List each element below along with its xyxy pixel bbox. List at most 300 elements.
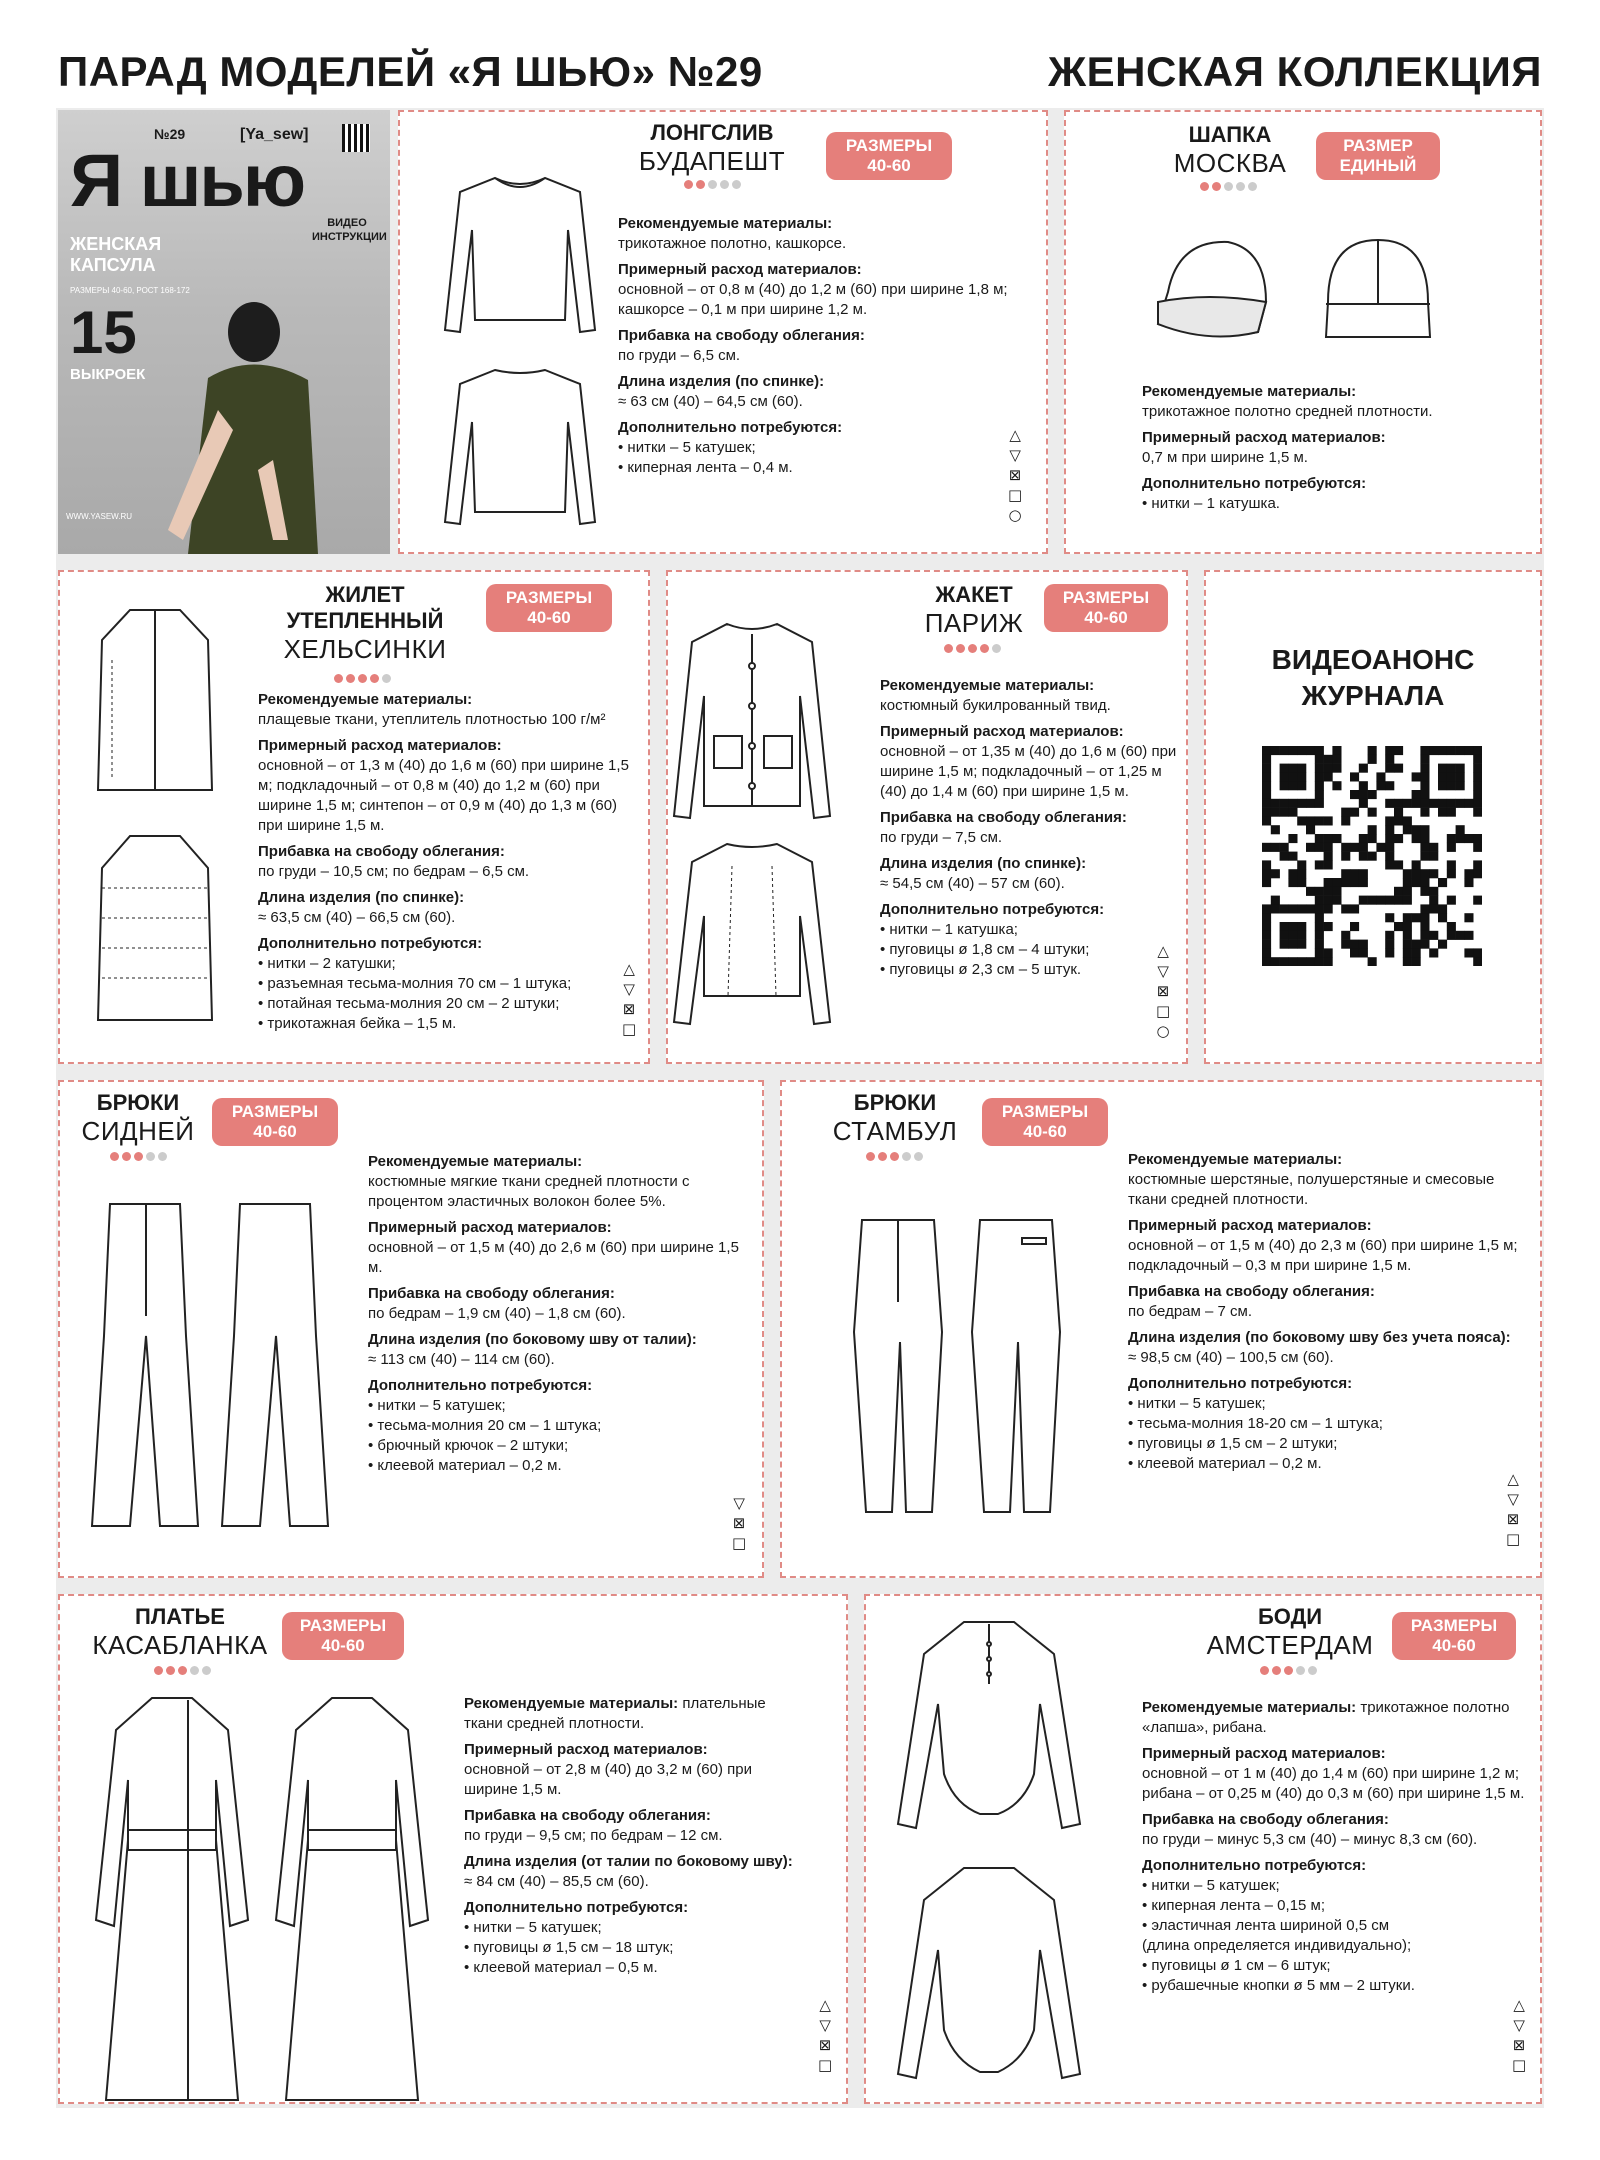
qr-module xyxy=(1350,808,1359,817)
qr-module xyxy=(1350,869,1359,878)
qr-module xyxy=(1315,755,1324,764)
qr-module xyxy=(1288,764,1297,773)
qr-module xyxy=(1315,781,1324,790)
qr-module xyxy=(1403,931,1412,940)
qr-module xyxy=(1315,948,1324,957)
qr-module xyxy=(1464,878,1473,887)
jacket-size-badge: РАЗМЕРЫ 40-60 xyxy=(1044,584,1168,632)
qr-module xyxy=(1324,816,1333,825)
qr-module xyxy=(1288,878,1297,887)
qr-module xyxy=(1385,781,1394,790)
qr-module xyxy=(1341,931,1350,940)
qr-module xyxy=(1332,878,1341,887)
qr-module xyxy=(1324,772,1333,781)
qr-module xyxy=(1262,931,1271,940)
qr-code-icon[interactable] xyxy=(1262,746,1482,966)
vest-care-icons: △ ▽ ⊠ □ xyxy=(622,960,637,1038)
qr-module xyxy=(1403,913,1412,922)
qr-module xyxy=(1288,799,1297,808)
qr-module xyxy=(1324,860,1333,869)
qr-module xyxy=(1288,904,1297,913)
qr-module xyxy=(1315,799,1324,808)
qr-module xyxy=(1420,869,1429,878)
qr-module xyxy=(1324,764,1333,773)
qr-module xyxy=(1315,764,1324,773)
qr-module xyxy=(1473,948,1482,957)
difficulty-dot xyxy=(134,1152,143,1161)
qr-module xyxy=(1350,843,1359,852)
trousers-istanbul-difficulty xyxy=(866,1152,923,1161)
qr-module xyxy=(1456,825,1465,834)
vest-front-sketch xyxy=(90,600,220,810)
qr-module xyxy=(1473,843,1482,852)
qr-module xyxy=(1420,808,1429,817)
qr-module xyxy=(1464,869,1473,878)
qr-module xyxy=(1280,772,1289,781)
qr-module xyxy=(1306,816,1315,825)
difficulty-dot xyxy=(1296,1666,1305,1675)
difficulty-dot xyxy=(1248,182,1257,191)
qr-module xyxy=(1262,957,1271,966)
qr-module xyxy=(1403,878,1412,887)
difficulty-dot xyxy=(1260,1666,1269,1675)
qr-module xyxy=(1288,957,1297,966)
qr-module xyxy=(1473,834,1482,843)
cover-model-figure xyxy=(58,110,390,554)
qr-module xyxy=(1368,825,1377,834)
qr-module xyxy=(1420,781,1429,790)
qr-module xyxy=(1385,852,1394,861)
difficulty-dot xyxy=(732,180,741,189)
trousers-sydney-care-icons: ▽ ⊠ □ xyxy=(732,1494,747,1552)
qr-module xyxy=(1324,896,1333,905)
qr-module xyxy=(1350,904,1359,913)
magazine-cover xyxy=(58,110,390,554)
qr-module xyxy=(1447,860,1456,869)
qr-module xyxy=(1262,922,1271,931)
qr-module xyxy=(1324,887,1333,896)
difficulty-dot xyxy=(1272,1666,1281,1675)
qr-module xyxy=(1368,746,1377,755)
qr-module xyxy=(1464,834,1473,843)
jacket-back-sketch xyxy=(672,836,832,1046)
qr-module xyxy=(1438,764,1447,773)
qr-module xyxy=(1473,755,1482,764)
qr-module xyxy=(1394,808,1403,817)
qr-module xyxy=(1280,922,1289,931)
qr-module xyxy=(1359,764,1368,773)
qr-module xyxy=(1420,843,1429,852)
qr-module xyxy=(1464,913,1473,922)
qr-module xyxy=(1332,755,1341,764)
care-triangle-down-icon: ▽ xyxy=(1009,446,1021,464)
bodysuit-difficulty xyxy=(1260,1666,1317,1675)
difficulty-dot xyxy=(720,180,729,189)
qr-module xyxy=(1288,808,1297,817)
qr-module xyxy=(1341,816,1350,825)
qr-module xyxy=(1271,896,1280,905)
qr-module xyxy=(1403,869,1412,878)
qr-module xyxy=(1280,931,1289,940)
qr-module xyxy=(1262,808,1271,817)
jacket-front-sketch xyxy=(672,616,832,826)
qr-module xyxy=(1403,799,1412,808)
qr-module xyxy=(1297,869,1306,878)
qr-module xyxy=(1438,799,1447,808)
difficulty-dot xyxy=(914,1152,923,1161)
qr-module xyxy=(1412,825,1421,834)
qr-module xyxy=(1456,931,1465,940)
qr-module xyxy=(1412,869,1421,878)
qr-module xyxy=(1447,834,1456,843)
qr-module xyxy=(1359,799,1368,808)
collection-title: ЖЕНСКАЯ КОЛЛЕКЦИЯ xyxy=(1048,48,1542,95)
hat-difficulty xyxy=(1200,182,1257,191)
trousers-istanbul-size-badge: РАЗМЕРЫ 40-60 xyxy=(982,1098,1108,1146)
qr-module xyxy=(1297,764,1306,773)
qr-module xyxy=(1473,799,1482,808)
cover-sizes-note: РАЗМЕРЫ 40-60, РОСТ 168-172 xyxy=(70,286,190,295)
qr-module xyxy=(1350,790,1359,799)
qr-module xyxy=(1324,878,1333,887)
qr-module xyxy=(1359,852,1368,861)
qr-module xyxy=(1412,878,1421,887)
qr-module xyxy=(1359,843,1368,852)
qr-module xyxy=(1429,852,1438,861)
qr-module xyxy=(1359,869,1368,878)
video-promo-title: ВИДЕОАНОНС ЖУРНАЛА xyxy=(1271,644,1475,711)
cover-issue: №29 xyxy=(154,126,186,142)
qr-module xyxy=(1438,904,1447,913)
qr-module xyxy=(1306,825,1315,834)
trousers-sydney-front-sketch xyxy=(90,1196,200,1536)
longsleeve-difficulty xyxy=(684,180,741,189)
qr-module xyxy=(1315,957,1324,966)
qr-module xyxy=(1297,799,1306,808)
qr-module xyxy=(1403,940,1412,949)
difficulty-dot xyxy=(944,644,953,653)
qr-module xyxy=(1447,772,1456,781)
care-cross-box-icon: ⊠ xyxy=(1008,466,1022,484)
qr-module xyxy=(1332,887,1341,896)
qr-module xyxy=(1447,746,1456,755)
trousers-istanbul-front-sketch xyxy=(848,1212,948,1522)
qr-module xyxy=(1385,913,1394,922)
qr-module xyxy=(1297,904,1306,913)
difficulty-dot xyxy=(1236,182,1245,191)
qr-module xyxy=(1306,957,1315,966)
difficulty-dot xyxy=(902,1152,911,1161)
qr-module xyxy=(1297,931,1306,940)
difficulty-dot xyxy=(1308,1666,1317,1675)
qr-module xyxy=(1271,825,1280,834)
qr-module xyxy=(1306,887,1315,896)
qr-module xyxy=(1473,860,1482,869)
trousers-sydney-size-badge: РАЗМЕРЫ 40-60 xyxy=(212,1098,338,1146)
qr-module xyxy=(1473,790,1482,799)
jacket-difficulty xyxy=(944,644,1001,653)
hat-left-sketch xyxy=(1148,232,1278,352)
qr-module xyxy=(1420,940,1429,949)
qr-module xyxy=(1350,948,1359,957)
qr-module xyxy=(1412,772,1421,781)
qr-module xyxy=(1324,852,1333,861)
longsleeve-front-sketch xyxy=(440,170,600,340)
qr-module xyxy=(1306,904,1315,913)
qr-module xyxy=(1420,852,1429,861)
qr-module xyxy=(1280,852,1289,861)
longsleeve-title: ЛОНГСЛИВ БУДАПЕШТ xyxy=(638,120,786,176)
qr-module xyxy=(1420,887,1429,896)
care-triangle-icon: △ xyxy=(1009,426,1021,444)
qr-module xyxy=(1420,790,1429,799)
qr-module xyxy=(1262,816,1271,825)
qr-module xyxy=(1385,948,1394,957)
care-circle-icon: ○ xyxy=(1008,506,1022,524)
qr-module xyxy=(1394,896,1403,905)
qr-module xyxy=(1315,904,1324,913)
bodysuit-care-icons: △ ▽ ⊠ □ xyxy=(1512,1996,1527,2074)
qr-module xyxy=(1324,834,1333,843)
qr-module xyxy=(1420,755,1429,764)
qr-module xyxy=(1324,948,1333,957)
difficulty-dot xyxy=(110,1152,119,1161)
longsleeve-care-icons xyxy=(1008,426,1022,524)
qr-module xyxy=(1271,957,1280,966)
dress-description: Рекомендуемые материалы: плательные ткани средней плотности. Примерный расход материалов: основной – от 2,8 м (40) до 3,2 м (60) при ширине 1,5 м. Прибавка на свободу облегания: по груди – 9,5 см; по бедрам – 12 см. Длина изделия (от талии по боковому шву): ≈ 84 см (40) – 85,5 см (60). Дополнительно потребуются: • нитки – 5 катушек; • пуговицы ø 1,5 см – 18 штук; • клеевой материал – 0,5 м. xyxy=(464,1695,793,1976)
dress-front-sketch xyxy=(92,1690,252,2110)
qr-module xyxy=(1412,948,1421,957)
qr-module xyxy=(1324,904,1333,913)
qr-module xyxy=(1280,957,1289,966)
qr-module xyxy=(1385,834,1394,843)
qr-module xyxy=(1280,904,1289,913)
difficulty-dot xyxy=(696,180,705,189)
qr-module xyxy=(1280,799,1289,808)
difficulty-dot xyxy=(370,674,379,683)
qr-module xyxy=(1429,896,1438,905)
qr-module xyxy=(1394,746,1403,755)
qr-module xyxy=(1315,931,1324,940)
qr-module xyxy=(1429,931,1438,940)
difficulty-dot xyxy=(358,674,367,683)
qr-module xyxy=(1438,913,1447,922)
difficulty-dot xyxy=(334,674,343,683)
cover-count: 15 xyxy=(70,299,137,366)
qr-module xyxy=(1429,869,1438,878)
qr-module xyxy=(1420,834,1429,843)
bodysuit-title: БОДИ АМСТЕРДАМ xyxy=(1206,1604,1374,1660)
qr-module xyxy=(1438,808,1447,817)
qr-module xyxy=(1429,799,1438,808)
qr-module xyxy=(1280,746,1289,755)
difficulty-dot xyxy=(878,1152,887,1161)
qr-module xyxy=(1447,869,1456,878)
qr-module xyxy=(1403,957,1412,966)
qr-module xyxy=(1350,940,1359,949)
qr-module xyxy=(1447,922,1456,931)
qr-module xyxy=(1412,790,1421,799)
qr-module xyxy=(1262,781,1271,790)
bodysuit-description: Рекомендуемые материалы: трикотажное полотно «лапша», рибана. Примерный расход материалов: основной – от 1 м (40) до 1,4 м (60) при ширине 1,2 м; рибана – от 0,25 м (40) до 0,3 м (60) при ширине 1,5 м. Прибавка на свободу облегания: по груди – минус 5,3 см (40) – минус 8,3 см (60). Дополнительно потребуются: • нитки – 5 катушек; • киперная лента – 0,15 м; • эластичная лента шириной 0,5 см (длина определяется индивидуально); • пуговицы ø 1 см – 6 штук; • рубашечные кнопки ø 5 мм – 2 штуки. xyxy=(1142,1699,1525,1994)
jacket-description: Рекомендуемые материалы: костюмный букилрованный твид. Примерный расход материалов: основной – от 1,35 м (40) до 1,6 м (60) при ширине 1,5 м; подкладочный – от 1,25 м (40) до 1,4 м (60) при ширине 1,5 м. Прибавка на свободу облегания: по груди – 7,5 см. Длина изделия (по спинке): ≈ 54,5 см (40) – 57 см (60). Дополнительно потребуются: • нитки – 1 катушка; • пуговицы ø 1,8 см – 4 штуки; • пуговицы ø 2,3 см – 5 штук. xyxy=(880,677,1177,978)
qr-module xyxy=(1412,913,1421,922)
vest-title: ЖИЛЕТ УТЕПЛЕННЫЙ ХЕЛЬСИНКИ xyxy=(283,582,447,664)
qr-module xyxy=(1420,764,1429,773)
qr-module xyxy=(1447,931,1456,940)
qr-module xyxy=(1403,896,1412,905)
difficulty-dot xyxy=(190,1666,199,1675)
qr-module xyxy=(1473,896,1482,905)
qr-module xyxy=(1385,799,1394,808)
qr-module xyxy=(1359,834,1368,843)
qr-module xyxy=(1306,843,1315,852)
qr-module xyxy=(1464,799,1473,808)
qr-module xyxy=(1288,869,1297,878)
qr-module xyxy=(1420,746,1429,755)
qr-module xyxy=(1341,940,1350,949)
qr-module xyxy=(1262,790,1271,799)
cover-subtitle: ЖЕНСКАЯ КАПСУЛА xyxy=(70,234,162,275)
cover-count-label: ВЫКРОЕК xyxy=(70,366,146,383)
trousers-sydney-description: Рекомендуемые материалы: костюмные мягкие ткани средней плотности с процентом эластичных волокон более 5%. Примерный расход материалов: основной – от 1,5 м (40) до 2,6 м (60) при ширине 1,5 м. Прибавка на свободу облегания: по бедрам – 1,9 см (40) – 1,8 см (60). Длина изделия (по боковому шву от талии): ≈ 113 см (40) – 114 см (60). Дополнительно потребуются: • нитки – 5 катушек; • тесьма-молния 20 см – 1 штука; • брючный крючок – 2 штуки; • клеевой материал – 0,2 м. xyxy=(368,1153,739,1474)
qr-module xyxy=(1394,922,1403,931)
trousers-istanbul-description: Рекомендуемые материалы: костюмные шерстяные, полушерстяные и смесовые ткани средней плотности. Примерный расход материалов: основной – от 1,5 м (40) до 2,3 м (60) при ширине 1,5 м; подкладочный – 0,3 м при ширине 1,5 м. Прибавка на свободу облегания: по бедрам – 7 см. Длина изделия (по боковому шву без учета пояса): ≈ 98,5 см (40) – 100,5 см (60). Дополнительно потребуются: • нитки – 5 катушек; • тесьма-молния 18-20 см – 1 штука; • пуговицы ø 1,5 см – 2 штуки; • клеевой материал – 0,2 м. xyxy=(1128,1151,1518,1472)
qr-module xyxy=(1324,755,1333,764)
qr-module xyxy=(1271,808,1280,817)
bodysuit-front-sketch xyxy=(894,1614,1084,1834)
qr-module xyxy=(1473,808,1482,817)
qr-module xyxy=(1429,746,1438,755)
qr-module xyxy=(1368,808,1377,817)
qr-module xyxy=(1403,816,1412,825)
qr-module xyxy=(1315,746,1324,755)
longsleeve-size-badge: РАЗМЕРЫ 40-60 xyxy=(826,132,952,180)
qr-module xyxy=(1262,869,1271,878)
difficulty-dot xyxy=(158,1152,167,1161)
trousers-istanbul-back-sketch xyxy=(966,1212,1066,1522)
trousers-sydney-back-sketch xyxy=(220,1196,330,1536)
qr-module xyxy=(1288,931,1297,940)
qr-module xyxy=(1376,772,1385,781)
qr-module xyxy=(1420,913,1429,922)
qr-module xyxy=(1341,878,1350,887)
qr-module xyxy=(1368,834,1377,843)
qr-module xyxy=(1297,816,1306,825)
qr-module xyxy=(1271,799,1280,808)
qr-module xyxy=(1394,816,1403,825)
qr-module xyxy=(1297,746,1306,755)
qr-module xyxy=(1297,860,1306,869)
qr-module xyxy=(1262,948,1271,957)
qr-module xyxy=(1288,746,1297,755)
qr-module xyxy=(1315,772,1324,781)
difficulty-dot xyxy=(1224,182,1233,191)
qr-module xyxy=(1280,940,1289,949)
difficulty-dot xyxy=(684,180,693,189)
qr-module xyxy=(1412,799,1421,808)
qr-module xyxy=(1447,781,1456,790)
difficulty-dot xyxy=(346,674,355,683)
qr-module xyxy=(1394,834,1403,843)
qr-module xyxy=(1288,852,1297,861)
qr-module xyxy=(1420,825,1429,834)
qr-module xyxy=(1359,896,1368,905)
qr-module xyxy=(1420,799,1429,808)
qr-module xyxy=(1447,808,1456,817)
dress-difficulty xyxy=(154,1666,211,1675)
qr-module xyxy=(1359,878,1368,887)
qr-module xyxy=(1271,904,1280,913)
qr-module xyxy=(1429,904,1438,913)
qr-module xyxy=(1262,878,1271,887)
cover-handle: [Ya_sew] xyxy=(240,126,309,143)
qr-module xyxy=(1359,948,1368,957)
difficulty-dot xyxy=(202,1666,211,1675)
qr-module xyxy=(1429,843,1438,852)
qr-module xyxy=(1376,781,1385,790)
qr-module xyxy=(1412,834,1421,843)
qr-module xyxy=(1332,896,1341,905)
qr-module xyxy=(1315,790,1324,799)
vest-back-sketch xyxy=(90,828,220,1028)
qr-module xyxy=(1332,746,1341,755)
qr-module xyxy=(1306,746,1315,755)
qr-module xyxy=(1385,843,1394,852)
qr-module xyxy=(1447,799,1456,808)
qr-module xyxy=(1368,896,1377,905)
qr-module xyxy=(1394,764,1403,773)
qr-module xyxy=(1403,825,1412,834)
qr-module xyxy=(1297,878,1306,887)
qr-module xyxy=(1456,781,1465,790)
longsleeve-back-sketch xyxy=(440,362,600,532)
qr-module xyxy=(1315,940,1324,949)
longsleeve-description: Рекомендуемые материалы: трикотажное полотно, кашкорсе. Примерный расход материалов: основной – от 0,8 м (40) до 1,2 м (60) при ширине 1,8 м; кашкорсе – 0,1 м при ширине 1,2 м. Прибавка на свободу облегания: по груди – 6,5 см. Длина изделия (по спинке): ≈ 63 см (40) – 64,5 см (60). Дополнительно потребуются: • нитки – 5 катушек; • киперная лента – 0,4 м. xyxy=(618,215,1008,476)
qr-module xyxy=(1385,931,1394,940)
qr-module xyxy=(1341,852,1350,861)
difficulty-dot xyxy=(1284,1666,1293,1675)
qr-module xyxy=(1385,816,1394,825)
difficulty-dot xyxy=(166,1666,175,1675)
qr-module xyxy=(1297,922,1306,931)
qr-module xyxy=(1394,860,1403,869)
qr-module xyxy=(1324,957,1333,966)
qr-module xyxy=(1341,904,1350,913)
qr-module xyxy=(1262,913,1271,922)
qr-module xyxy=(1324,922,1333,931)
qr-module xyxy=(1394,799,1403,808)
qr-module xyxy=(1262,843,1271,852)
qr-module xyxy=(1315,913,1324,922)
qr-module xyxy=(1332,834,1341,843)
qr-module xyxy=(1288,772,1297,781)
difficulty-dot xyxy=(866,1152,875,1161)
qr-module xyxy=(1464,948,1473,957)
qr-module xyxy=(1280,843,1289,852)
difficulty-dot xyxy=(890,1152,899,1161)
qr-module xyxy=(1412,940,1421,949)
qr-module xyxy=(1403,887,1412,896)
qr-module xyxy=(1271,869,1280,878)
qr-module xyxy=(1288,781,1297,790)
qr-module xyxy=(1456,772,1465,781)
qr-module xyxy=(1447,896,1456,905)
qr-module xyxy=(1368,957,1377,966)
care-square-icon: □ xyxy=(1008,486,1023,504)
qr-module xyxy=(1297,940,1306,949)
qr-module xyxy=(1385,860,1394,869)
